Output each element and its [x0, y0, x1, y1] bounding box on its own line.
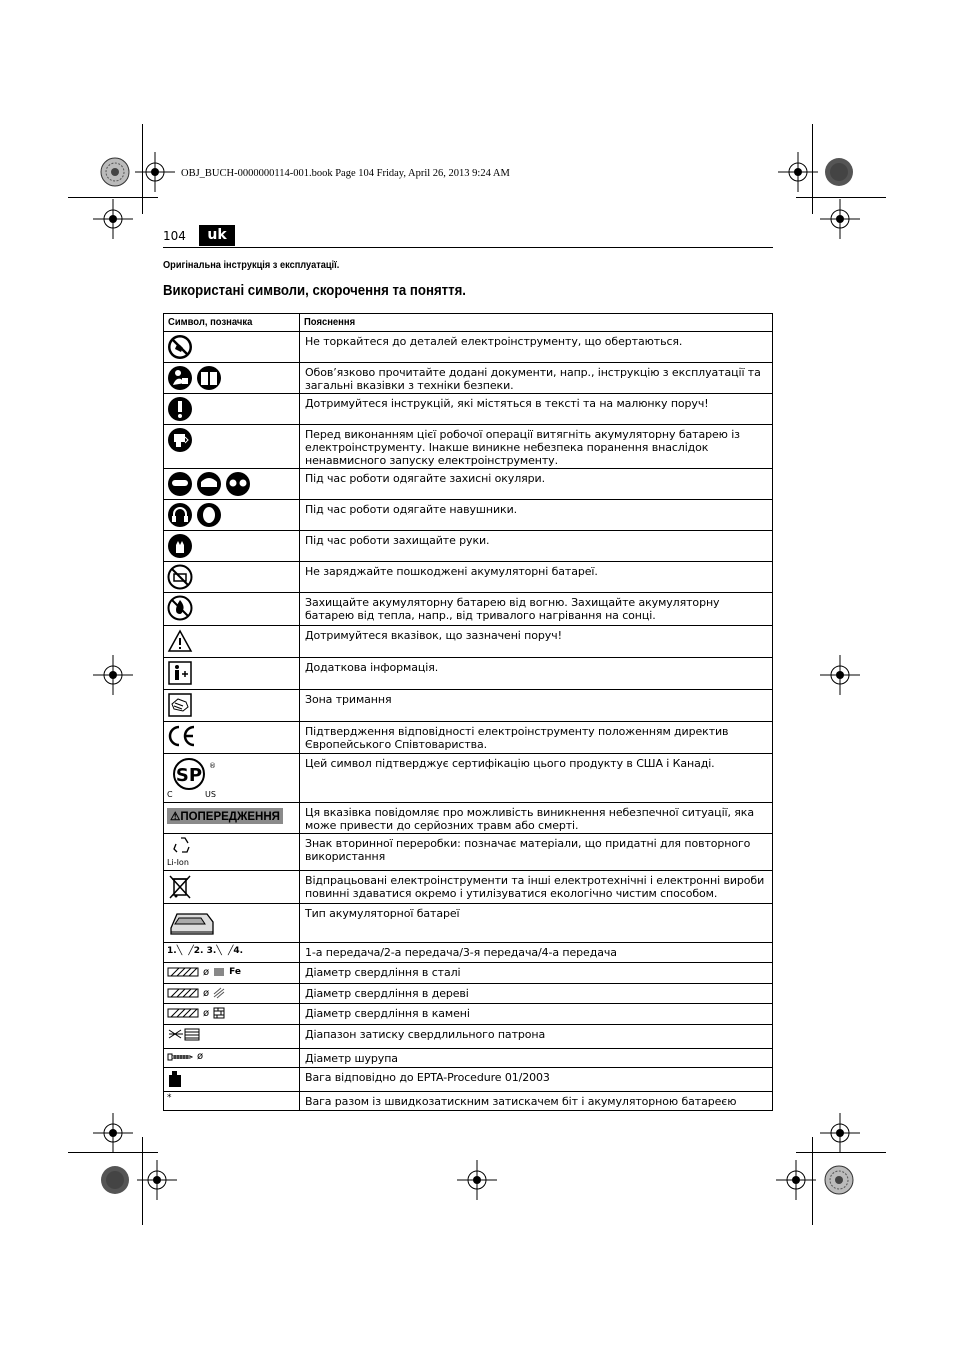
- row-text: Під час роботи одягайте захисні окуляри.: [300, 469, 773, 500]
- table-row: [164, 1025, 773, 1049]
- symbols-table: [163, 313, 773, 1111]
- registration-target-icon: [818, 197, 862, 241]
- row-text: Діаметр свердління в дереві: [300, 984, 773, 1004]
- chuck-range-icon: [167, 1027, 201, 1042]
- row-text: Вага відповідно до EPTA-Procedure 01/2003: [300, 1068, 773, 1092]
- read-manual-icon: [167, 365, 223, 391]
- table-row: [164, 469, 773, 500]
- table-row: [164, 1092, 773, 1111]
- table-row: [164, 722, 773, 754]
- csa-mark-icon: [167, 756, 227, 800]
- drill-steel-icon: ø Fe: [167, 965, 296, 979]
- color-dial-icon: [100, 1165, 130, 1195]
- row-text: Захищайте акумуляторну батарею від вогню. Захищайте акумуляторну батарею від тепла, напр., від тривалого нагрівання на сонці.: [300, 593, 773, 626]
- row-text: Ця вказівка повідомляє про можливість виникнення небезпечної ситуації, яка може привести до серйозних травм або смерті.: [300, 803, 773, 834]
- row-text: Додаткова інформація.: [300, 658, 773, 690]
- row-text: Дотримуйтеся вказівок, що зазначені поруч!: [300, 626, 773, 658]
- row-text: Не торкайтеся до деталей електроінструменту, що обертаються.: [300, 332, 773, 363]
- drill-wood-icon: ø: [167, 986, 296, 1000]
- table-row: [164, 593, 773, 626]
- registration-target-icon: [91, 653, 135, 697]
- registration-target-icon: [91, 1111, 135, 1155]
- row-text: Діаметр шурупа: [300, 1049, 773, 1068]
- color-dial-icon: [824, 1165, 854, 1195]
- table-row: [164, 690, 773, 722]
- row-text: Діаметр свердління в камені: [300, 1004, 773, 1025]
- row-text: Підтвердження відповідності електроінструменту положенням директив Європейського Співтовариства.: [300, 722, 773, 754]
- warning-label-icon: ⚠ПОПЕРЕДЖЕННЯ: [167, 808, 283, 824]
- recycle-li-ion-icon: Li-Ion: [167, 836, 197, 868]
- gear-selection-icon: 1.╲ ╱2. 3.╲ ╱4.: [167, 946, 244, 956]
- asterisk-icon: *: [167, 1093, 172, 1103]
- csa-us-label: US: [205, 790, 216, 799]
- row-text: Вага разом із швидкозатискним затискачем біт і акумуляторною батареєю: [300, 1092, 773, 1111]
- row-text: Тип акумуляторної батареї: [300, 904, 773, 943]
- table-row: [164, 332, 773, 363]
- ear-protection-icon: [167, 502, 223, 528]
- table-row: [164, 1068, 773, 1092]
- row-text: Під час роботи одягайте навушники.: [300, 500, 773, 531]
- table-row: [164, 425, 773, 469]
- csa-c-label: C: [167, 790, 173, 799]
- table-row: [164, 803, 773, 834]
- row-text: Дотримуйтеся інструкцій, які містяться в тексті та на малюнку поруч!: [300, 394, 773, 425]
- table-row: [164, 943, 773, 963]
- row-text: Під час роботи захищайте руки.: [300, 531, 773, 562]
- color-dial-icon: [100, 157, 130, 187]
- language-tab: uk: [199, 225, 235, 246]
- info-icon: [167, 660, 193, 686]
- row-text: Перед виконанням цієї робочої операції витягніть акумуляторну батарею із електроінструменту. Інакше виникне небезпека поранення внаслідок ненавмисного запуску електроінструменту.: [300, 425, 773, 469]
- table-row: [164, 394, 773, 425]
- registration-target-icon: [776, 150, 820, 194]
- table-row: [164, 500, 773, 531]
- row-text: Знак вторинної переробки: позначає матеріали, що придатні для повторного використання: [300, 834, 773, 871]
- row-text: Зона тримання: [300, 690, 773, 722]
- table-row: [164, 1004, 773, 1025]
- table-row: [164, 562, 773, 593]
- color-dial-icon: [824, 157, 854, 187]
- table-row: [164, 834, 773, 871]
- row-text: Не заряджайте пошкоджені акумуляторні батареї.: [300, 562, 773, 593]
- exclamation-icon: [167, 396, 193, 422]
- table-row: [164, 871, 773, 904]
- table-row: [164, 658, 773, 690]
- subtitle: Оригінальна інструкція з експлуатації.: [163, 259, 340, 271]
- screw-diameter-icon: ø: [167, 1051, 296, 1062]
- table-row: [164, 1049, 773, 1068]
- safety-goggles-icon: [167, 471, 251, 497]
- row-text: 1-а передача/2-а передача/3-я передача/4-а передача: [300, 943, 773, 963]
- table-row: [164, 363, 773, 394]
- svg-text:SP: SP: [175, 765, 203, 786]
- book-info-line: OBJ_BUCH-0000000114-001.book Page 104 Friday, April 26, 2013 9:24 AM: [181, 168, 510, 179]
- drill-masonry-icon: ø: [167, 1006, 296, 1020]
- table-row: [164, 904, 773, 943]
- row-text: Діапазон затиску свердлильного патрона: [300, 1025, 773, 1049]
- row-text: Відпрацьовані електроінструменти та інші електротехнічні і електронні вироби повинні здаватися окремо і утилізуватися екологічно чистим способом.: [300, 871, 773, 904]
- table-row: [164, 984, 773, 1004]
- grip-zone-icon: [167, 692, 193, 718]
- table-header-row: [164, 314, 773, 332]
- gloves-icon: [167, 533, 193, 559]
- table-row: [164, 531, 773, 562]
- row-text: Цей символ підтверджує сертифікацію цього продукту в США і Канаді.: [300, 754, 773, 803]
- registration-target-icon: [91, 197, 135, 241]
- table-row: [164, 963, 773, 984]
- header-rule: [163, 247, 773, 248]
- weight-icon: [167, 1070, 183, 1088]
- registration-target-icon: [133, 150, 177, 194]
- registration-target-icon: [135, 1158, 179, 1202]
- ce-mark-icon: [167, 724, 197, 748]
- column-header-symbol: Символ, позначка: [164, 314, 300, 332]
- battery-pack-icon: [167, 906, 217, 940]
- no-charge-damaged-battery-icon: [167, 564, 193, 590]
- row-text: Діаметр свердління в сталі: [300, 963, 773, 984]
- table-row: [164, 754, 773, 803]
- svg-text:®: ®: [209, 762, 216, 770]
- registration-target-icon: [818, 1111, 862, 1155]
- column-header-explanation: Пояснення: [300, 314, 773, 332]
- no-fire-icon: [167, 595, 193, 621]
- page-title: Використані символи, скорочення та поняття.: [163, 282, 466, 299]
- row-text: Обов’язково прочитайте додані документи, напр., інструкцію з експлуатації та загальні вказівки з техніки безпеки.: [300, 363, 773, 394]
- registration-target-icon: [455, 1158, 499, 1202]
- registration-target-icon: [818, 653, 862, 697]
- remove-battery-icon: [167, 427, 193, 453]
- registration-target-icon: [774, 1158, 818, 1202]
- warning-triangle-icon: [167, 628, 193, 654]
- page-number: 104: [163, 229, 186, 243]
- table-row: [164, 626, 773, 658]
- weee-bin-icon: [167, 873, 193, 901]
- no-touch-rotating-icon: [167, 334, 193, 360]
